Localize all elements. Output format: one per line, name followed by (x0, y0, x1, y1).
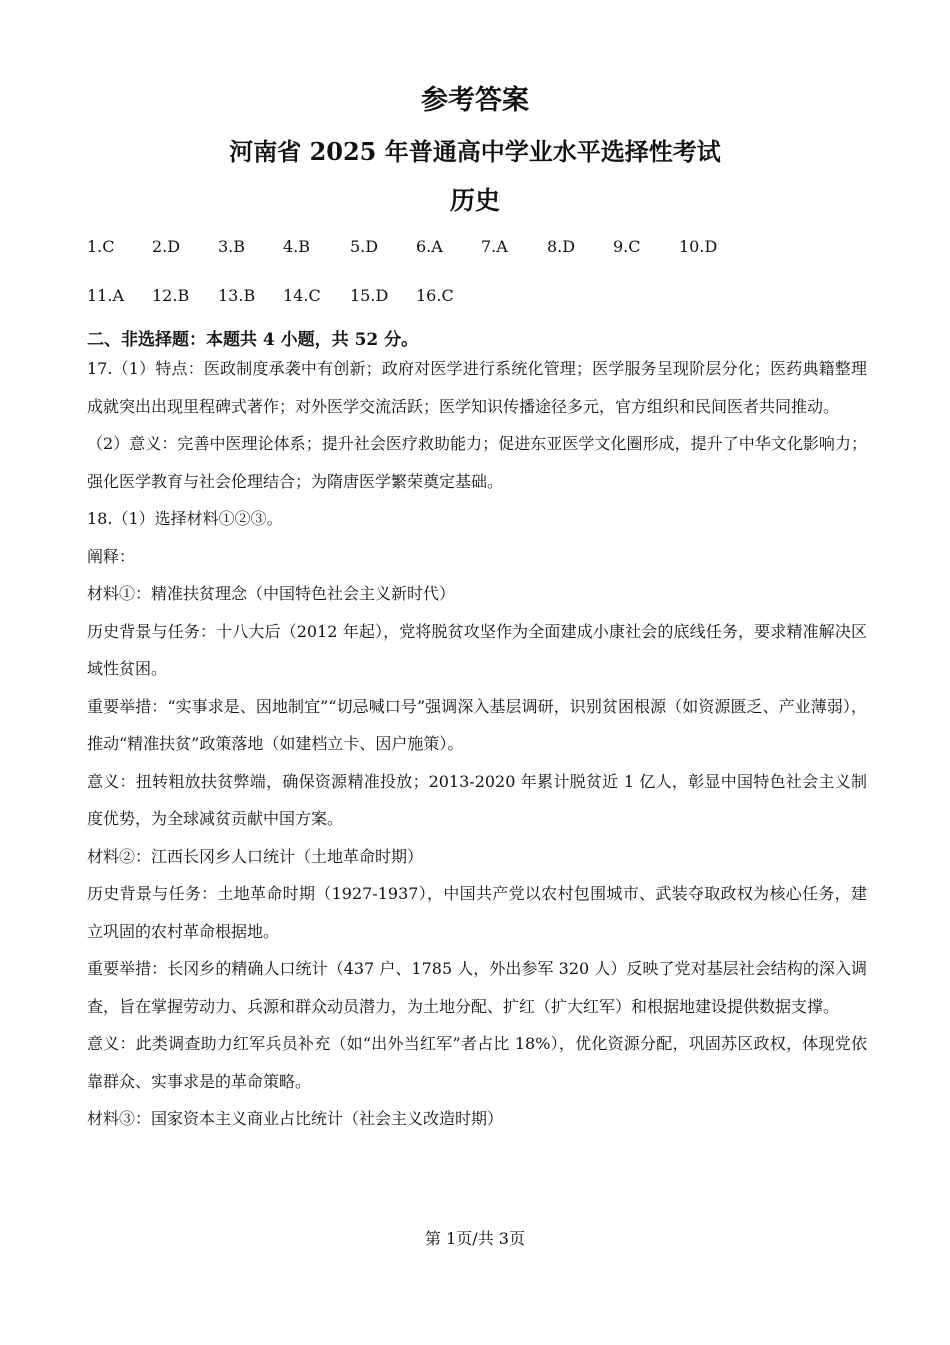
answer-item: 7.A (481, 237, 508, 256)
exam-title: 河南省 2025 年普通高中学业水平选择性考试 (229, 137, 721, 166)
page-footer: 第 1页/共 3页 (425, 1229, 525, 1248)
answer-item: 2.D (152, 237, 181, 256)
answer-item: 16.C (416, 286, 454, 305)
answer-item: 12.B (152, 286, 190, 305)
section-heading: 二、非选择题：本题共 4 小题，共 52 分。 (87, 330, 419, 350)
answer-item: 15.D (350, 286, 389, 305)
paragraph: 17.（1）特点：医政制度承袭中有创新；政府对医学进行系统化管理；医学服务呈现阶层分化；医药典籍整理成就突出出现里程碑式著作；对外医学交流活跃；医学知识传播途径多元，官方组织和民间医者共同推动。 (87, 359, 867, 416)
paragraph: 重要举措：“实事求是、因地制宜”“切忌喊口号”强调深入基层调研，识别贫困根源（如资源匮乏、产业薄弱），推动“精准扶贫”政策落地（如建档立卡、因户施策）。 (87, 696, 867, 753)
paragraph: 意义：此类调查助力红军兵员补充（如“出外当红军”者占比 18%），优化资源分配，巩固苏区政权，体现党依靠群众、实事求是的革命策略。 (87, 1034, 867, 1091)
page-title: 参考答案 (421, 85, 529, 116)
answer-item: 6.A (416, 237, 443, 256)
subject-title: 历史 (449, 186, 500, 215)
answer-item: 11.A (87, 286, 124, 305)
paragraph: 材料①：精准扶贫理念（中国特色社会主义新时代） (87, 584, 456, 603)
answer-item: 13.B (218, 286, 256, 305)
paragraph: 历史背景与任务：十八大后（2012 年起），党将脱贫攻坚作为全面建成小康社会的底线任务，要求精准解决区域性贫困。 (87, 621, 867, 678)
answer-item: 10.D (679, 237, 718, 256)
answer-item: 3.B (218, 237, 246, 256)
paragraph: 意义：扭转粗放扶贫弊端，确保资源精准投放；2013-2020 年累计脱贫近 1 亿人，彰显中国特色社会主义制度优势，为全球减贫贡献中国方案。 (87, 771, 867, 828)
answer-item: 9.C (613, 237, 641, 256)
answer-item: 14.C (283, 286, 321, 305)
paragraph: 历史背景与任务：土地革命时期（1927-1937），中国共产党以农村包围城市、武装夺取政权为核心任务，建立巩固的农村革命根据地。 (87, 884, 867, 941)
answer-item: 8.D (547, 237, 576, 256)
paragraph: 材料③：国家资本主义商业占比统计（社会主义改造时期） (87, 1109, 504, 1128)
paragraph: 重要举措：长冈乡的精确人口统计（437 户、1785 人，外出参军 320 人）反映了党对基层社会结构的深入调查，旨在掌握劳动力、兵源和群众动员潜力，为土地分配、扩红（扩大红军）和根据地建设提供数据支撑。 (87, 959, 867, 1016)
paragraph: 阐释： (87, 546, 136, 566)
paragraph: （2）意义：完善中医理论体系；提升社会医疗救助能力；促进东亚医学文化圈形成，提升了中华文化影响力；强化医学教育与社会伦理结合；为隋唐医学繁荣奠定基础。 (87, 434, 867, 491)
answer-body (87, 350, 867, 1138)
answer-item: 1.C (87, 237, 115, 256)
paragraph: 材料②：江西长冈乡人口统计（土地革命时期） (87, 846, 424, 866)
answer-item: 5.D (350, 237, 379, 256)
paragraph: 18.（1）选择材料①②③。 (87, 509, 283, 528)
answer-item: 4.B (283, 237, 311, 256)
